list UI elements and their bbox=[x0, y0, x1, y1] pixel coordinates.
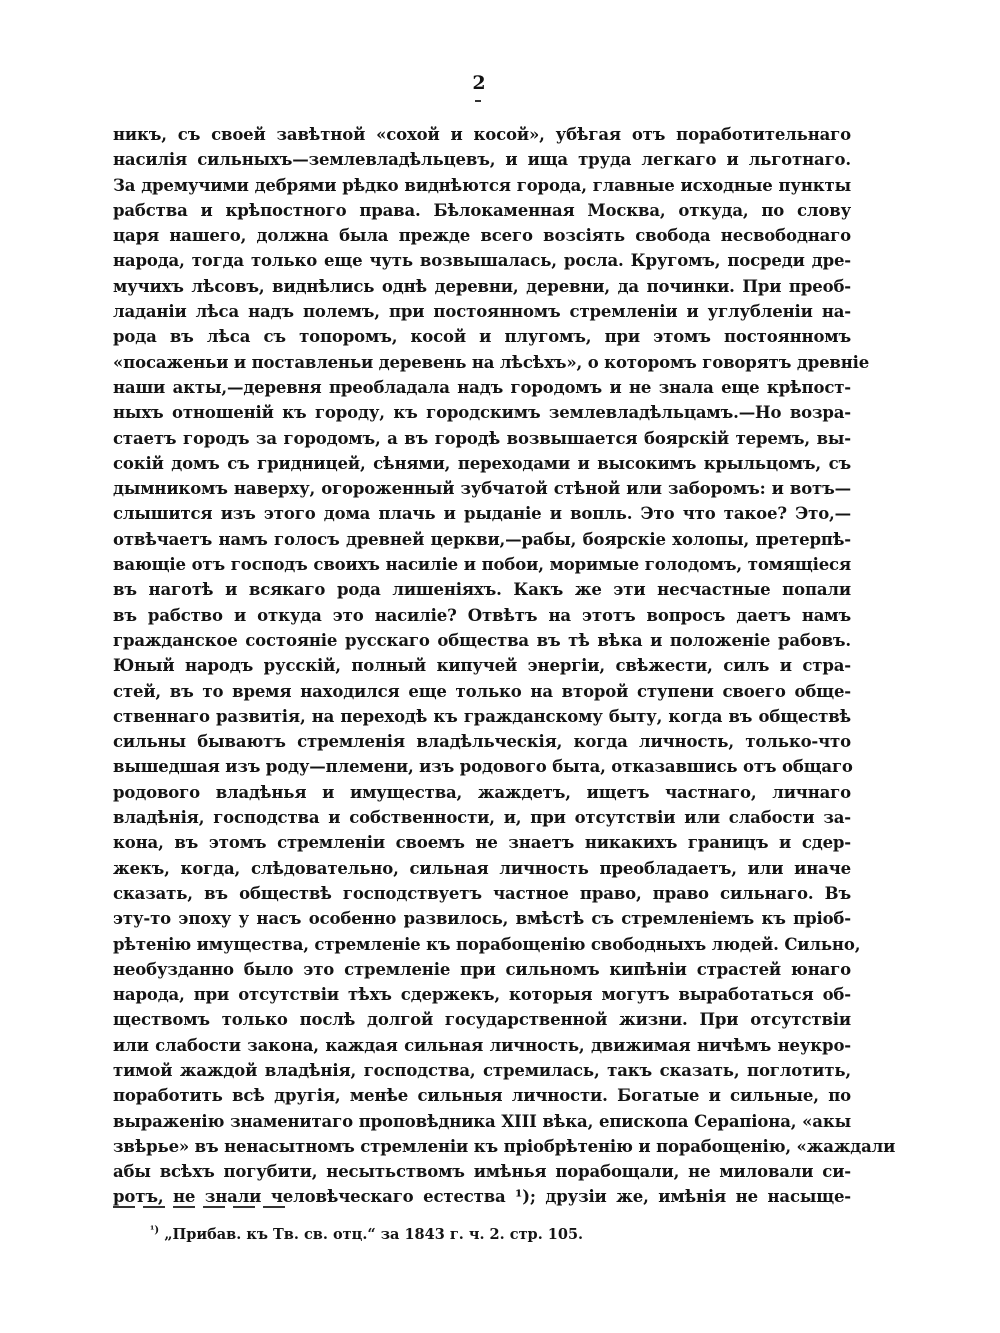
text-line: гражданское состояніе русскаго общества въ тѣ вѣка и положеніе рабовъ. bbox=[113, 630, 851, 650]
text-line: вающіе отъ господъ своихъ насиліе и побои, моримые голодомъ, томящіеся bbox=[113, 555, 851, 575]
text-line: абы всѣхъ погубити, несытьствомъ имѣнья порабощали, не миловали си- bbox=[113, 1162, 851, 1182]
text-line: За дремучими дебрями рѣдко виднѣются города, главные исходные пункты bbox=[113, 175, 851, 195]
text-line: отвѣчаетъ намъ голосъ древней церкви,—рабы, боярскіе холопы, претерпѣ- bbox=[113, 529, 851, 549]
page-number-underline bbox=[475, 100, 481, 102]
text-line: вышедшая изъ роду—племени, изъ родового быта, отказавшись отъ общаго bbox=[113, 757, 853, 777]
text-line: народа, тогда только еще чуть возвышалась, росла. Кругомъ, посреди дре- bbox=[113, 251, 851, 271]
text-line: жекъ, когда, слѣдовательно, сильная личность преобладаетъ, или иначе bbox=[113, 858, 851, 878]
text-line: никъ, съ своей завѣтной «сохой и косой», убѣгая отъ поработительнаго bbox=[113, 125, 851, 144]
text-line: «посаженьи и поставленьи деревень на лѣсѣхъ», о которомъ говорятъ древніе bbox=[113, 352, 870, 372]
text-line: владѣнія, господства и собственности, и, при отсутствіи или слабости за- bbox=[113, 808, 851, 828]
text-line: въ наготѣ и всякаго рода лишеніяхъ. Какъ же эти несчастные попали bbox=[113, 580, 851, 600]
text-line: стей, въ то время находился еще только на второй ступени своего обще- bbox=[113, 681, 851, 701]
text-line: поработить всѣ другія, менѣе сильныя личности. Богатые и сильные, по bbox=[113, 1086, 851, 1106]
footnote-text: „Прибав. къ Тв. св. отц.“ за 1843 г. ч. 2. стр. 105. bbox=[164, 1225, 584, 1243]
footnote-marker: ¹) bbox=[150, 1225, 160, 1236]
text-line: дымникомъ наверху, огороженный зубчатой стѣной или заборомъ: и вотъ— bbox=[113, 479, 851, 499]
text-line: сказать, въ обществѣ господствуетъ частное право, право сильнаго. Въ bbox=[113, 883, 851, 903]
text-line: насилія сильныхъ—землевладѣльцевъ, и ища труда легкаго и льготнаго. bbox=[113, 150, 851, 170]
footnote-separator bbox=[113, 1206, 291, 1208]
text-line: эту-то эпоху у насъ особенно развилось, вмѣстѣ съ стремленіемъ къ пріоб- bbox=[113, 909, 851, 929]
text-line: въ рабство и откуда это насиліе? Отвѣтъ на этотъ вопросъ даетъ намъ bbox=[113, 605, 851, 625]
footnote bbox=[150, 1225, 583, 1243]
text-line: звѣрье» въ ненасытномъ стремленіи къ пріобрѣтенію и порабощенію, «жаждали bbox=[113, 1136, 896, 1156]
text-line: или слабости закона, каждая сильная личность, движимая ничѣмъ неукро- bbox=[113, 1035, 851, 1055]
text-line: рабства и крѣпостного права. Бѣлокаменная Москва, откуда, по слову bbox=[113, 200, 851, 220]
text-line: ротъ, не знали человѣческаго естества ¹); друзіи же, имѣнія не насыще- bbox=[113, 1187, 851, 1207]
text-line: тимой жаждой владѣнія, господства, стремилась, такъ сказать, поглотить, bbox=[113, 1060, 851, 1080]
text-line: Юный народъ русскій, полный кипучей энергіи, свѣжести, силъ и стра- bbox=[113, 656, 851, 676]
text-line: мучихъ лѣсовъ, виднѣлись однѣ деревни, деревни, да починки. При преоб- bbox=[113, 276, 851, 296]
text-line: слышится изъ этого дома плачь и рыданіе и вопль. Это что такое? Это,— bbox=[113, 504, 851, 524]
text-line: выраженію знаменитаго проповѣдника XIII вѣка, епископа Серапіона, «акы bbox=[113, 1111, 851, 1131]
text-line: сокій домъ съ гридницей, сѣнями, переходами и высокимъ крыльцомъ, съ bbox=[113, 453, 851, 473]
text-line: родового владѣнья и имущества, жаждетъ, ищетъ частнаго, личнаго bbox=[113, 782, 851, 802]
text-line: сильны бываютъ стремленія владѣльческія, когда личность, только-что bbox=[113, 732, 851, 752]
text-line: народа, при отсутствіи тѣхъ сдержекъ, которыя могутъ выработаться об- bbox=[113, 985, 851, 1005]
text-line: необузданно было это стремленіе при сильномъ кипѣніи страстей юнаго bbox=[113, 959, 851, 979]
text-line: наши акты,—деревня преобладала надъ городомъ и не знала еще крѣпост- bbox=[113, 377, 851, 397]
text-line: ныхъ отношеній къ городу, къ городскимъ землевладѣльцамъ.—Но возра- bbox=[113, 403, 851, 423]
text-line: царя нашего, должна была прежде всего возсіять свобода несвободнаго bbox=[113, 226, 851, 246]
text-line: рѣтенію имущества, стремленіе къ порабощенію свободныхъ людей. Сильно, bbox=[113, 934, 861, 954]
text-line: ственнаго развитія, на переходѣ къ гражданскому быту, когда въ обществѣ bbox=[113, 706, 851, 726]
page-number: 2 bbox=[472, 72, 486, 94]
text-line: стаетъ городъ за городомъ, а въ городѣ возвышается боярскій теремъ, вы- bbox=[113, 428, 851, 448]
text-line: ществомъ только послѣ долгой государственной жизни. При отсутствіи bbox=[113, 1010, 851, 1030]
text-line: ладаніи лѣса надъ полемъ, при постоянномъ стремленіи и углубленіи на- bbox=[113, 302, 851, 322]
body-text bbox=[113, 122, 896, 1210]
text-line: кона, въ этомъ стремленіи своемъ не знаетъ никакихъ границъ и сдер- bbox=[113, 833, 851, 853]
text-line: рода въ лѣса съ топоромъ, косой и плугомъ, при этомъ постоянномъ bbox=[113, 327, 851, 347]
